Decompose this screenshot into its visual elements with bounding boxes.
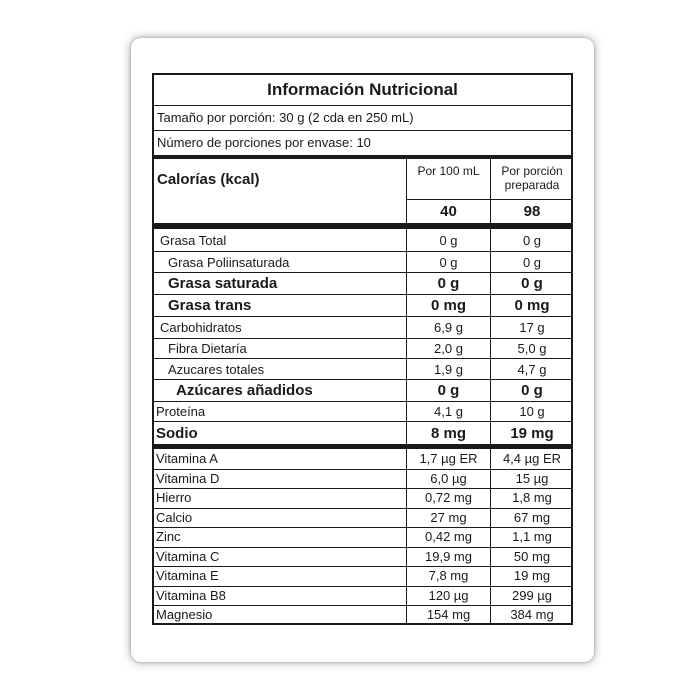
vitamin-value-per-100ml: 120 µg bbox=[428, 587, 469, 603]
column-divider bbox=[406, 229, 407, 444]
nutrient-value-per-portion: 0 g bbox=[522, 254, 542, 270]
nutrient-value-per-portion: 0 g bbox=[521, 275, 543, 292]
nutrient-value-per-100ml: 2,0 g bbox=[434, 341, 463, 356]
nutrient-value-per-100ml: 0 g bbox=[437, 275, 460, 292]
nutrient-value-per-100ml: 0 g bbox=[439, 254, 458, 270]
divider-thick bbox=[154, 223, 571, 229]
column-header-per-portion bbox=[491, 164, 573, 192]
vitamin-value-per-portion: 4,4 µg ER bbox=[502, 451, 562, 467]
nutrient-value-per-100ml: 0 g bbox=[439, 233, 458, 248]
nutrient-value-per-portion: 5,0 g bbox=[517, 341, 547, 356]
vitamin-name: Vitamina A bbox=[156, 451, 218, 467]
vitamin-name: Vitamina D bbox=[156, 470, 220, 486]
nutrient-name: Grasa saturada bbox=[168, 275, 278, 292]
vitamin-value-per-100ml: 0,72 mg bbox=[425, 490, 472, 506]
vitamin-value-per-100ml: 6,0 µg bbox=[430, 470, 467, 486]
vitamin-row bbox=[154, 488, 571, 508]
nutrient-name: Azucares totales bbox=[168, 361, 265, 377]
column-divider bbox=[490, 449, 491, 623]
vitamin-row bbox=[154, 449, 571, 469]
vitamin-name: Vitamina C bbox=[156, 548, 220, 564]
vitamin-name: Hierro bbox=[156, 490, 192, 506]
table-title: Información Nutricional bbox=[154, 75, 571, 106]
serving-size: Tamaño por porción: 30 g (2 cda en 250 mL) bbox=[154, 106, 571, 131]
nutrient-value-per-portion: 19 mg bbox=[510, 424, 554, 442]
vitamin-row bbox=[154, 547, 571, 567]
vitamin-value-per-portion: 1,8 mg bbox=[512, 490, 552, 506]
vitamin-value-per-portion: 15 µg bbox=[515, 470, 549, 486]
nutrient-value-per-100ml: 0 g bbox=[437, 382, 460, 399]
nutrient-value-per-portion: 0 mg bbox=[514, 297, 550, 314]
nutrient-row bbox=[154, 295, 571, 316]
nutrient-row bbox=[154, 252, 571, 272]
divider-thick bbox=[154, 155, 571, 159]
vitamin-value-per-100ml: 27 mg bbox=[430, 509, 467, 525]
nutrient-name: Sodio bbox=[156, 424, 198, 442]
vitamin-row bbox=[154, 566, 571, 586]
column-header-line: preparada bbox=[504, 178, 560, 192]
vitamin-value-per-portion: 19 mg bbox=[513, 568, 551, 584]
vitamin-value-per-100ml: 154 mg bbox=[426, 607, 471, 623]
vitamin-name: Calcio bbox=[156, 509, 193, 525]
vitamin-row bbox=[154, 508, 571, 528]
nutrient-row bbox=[154, 422, 571, 444]
nutrient-value-per-100ml: 1,9 g bbox=[434, 361, 463, 377]
vitamin-row bbox=[154, 586, 571, 606]
vitamin-value-per-portion: 299 µg bbox=[511, 587, 553, 603]
nutrient-name: Azúcares añadidos bbox=[176, 382, 313, 399]
calories-per-100ml: 40 bbox=[440, 203, 457, 220]
vitamin-value-per-portion: 1,1 mg bbox=[512, 529, 552, 545]
nutrient-row bbox=[154, 273, 571, 294]
nutrient-row bbox=[154, 339, 571, 358]
calories-per-portion: 98 bbox=[523, 203, 541, 220]
vitamin-value-per-100ml: 19,9 mg bbox=[425, 548, 472, 564]
nutrient-value-per-portion: 4,7 g bbox=[517, 361, 547, 377]
vitamin-name: Zinc bbox=[156, 529, 181, 545]
column-divider bbox=[406, 449, 407, 623]
column-divider bbox=[490, 229, 491, 444]
nutrient-value-per-100ml: 6,9 g bbox=[434, 320, 463, 335]
vitamin-row bbox=[154, 605, 571, 625]
vitamin-value-per-100ml: 7,8 mg bbox=[428, 568, 469, 584]
column-header-per-100ml: Por 100 mL bbox=[417, 164, 480, 178]
nutrient-row bbox=[154, 359, 571, 379]
nutrient-name: Fibra Dietaría bbox=[168, 341, 247, 356]
nutrient-row bbox=[154, 230, 571, 251]
servings-per-container: Número de porciones por envase: 10 bbox=[157, 135, 371, 150]
vitamin-name: Magnesio bbox=[156, 607, 213, 623]
nutrient-value-per-portion: 10 g bbox=[519, 404, 545, 419]
nutrient-row bbox=[154, 317, 571, 338]
nutrient-name: Carbohidratos bbox=[160, 320, 242, 335]
vitamin-value-per-portion: 384 mg bbox=[510, 607, 554, 623]
nutrient-name: Grasa trans bbox=[168, 297, 252, 314]
calories-label: Calorías (kcal) bbox=[157, 171, 260, 188]
nutrient-name: Grasa Total bbox=[160, 233, 227, 248]
nutrition-facts-table bbox=[152, 73, 573, 625]
nutrient-row bbox=[154, 380, 571, 401]
nutrient-value-per-portion: 17 g bbox=[519, 320, 545, 335]
nutrient-value-per-100ml: 8 mg bbox=[430, 424, 466, 442]
nutrient-value-per-100ml: 0 mg bbox=[430, 297, 466, 314]
vitamin-name: Vitamina E bbox=[156, 568, 219, 584]
vitamin-name: Vitamina B8 bbox=[156, 587, 226, 603]
nutrient-name: Grasa Poliinsaturada bbox=[168, 254, 290, 270]
nutrient-name: Proteína bbox=[156, 404, 206, 419]
vitamin-row bbox=[154, 469, 571, 489]
nutrient-value-per-portion: 0 g bbox=[521, 382, 543, 399]
nutrient-value-per-100ml: 4,1 g bbox=[434, 404, 463, 419]
vitamin-value-per-portion: 67 mg bbox=[513, 509, 551, 525]
nutrient-row bbox=[154, 402, 571, 421]
vitamin-row bbox=[154, 527, 571, 547]
column-header-line: Por porción bbox=[501, 164, 563, 178]
nutrient-value-per-portion: 0 g bbox=[522, 233, 542, 248]
vitamin-value-per-portion: 50 mg bbox=[513, 548, 551, 564]
vitamin-value-per-100ml: 1,7 µg ER bbox=[419, 451, 478, 467]
vitamin-value-per-100ml: 0,42 mg bbox=[425, 529, 472, 545]
